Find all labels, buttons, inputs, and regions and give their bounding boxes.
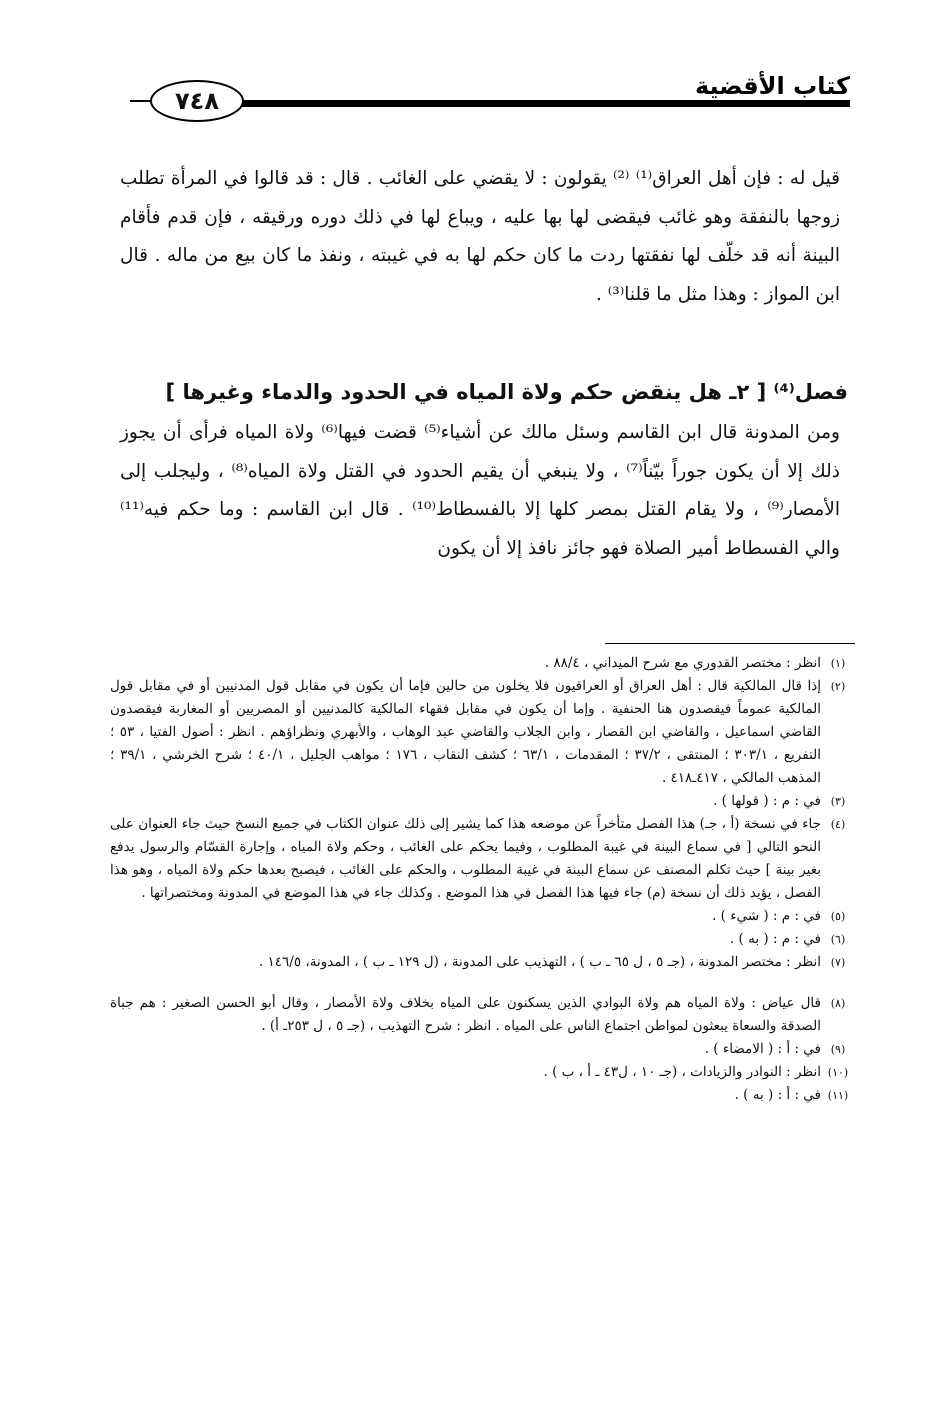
footnote-item: [110, 652, 855, 675]
footnote-number: (٦): [830, 933, 846, 946]
footnote-text: انظر : النوادر والزيادات ، (جـ ١٠ ، ل٤٣ ـ أ ، ب ) .: [543, 1064, 821, 1080]
footnote-item: [110, 1038, 855, 1061]
footnote-number: (١١): [827, 1089, 849, 1102]
footnote-text: إذا قال المالكية قال : أهل العراق أو العراقيون فلا يخلون من حالين فإما أن يكون في مقابل قول المدنيين أو في مقابل قول المالكية عموماً فيقصدون هنا الحنفية . وإما أن يكون في مقابل فقهاء المالكية كالمدنيين أو المصريين أو المغاربة فيقصدون القاضي اسماعيل ، والقاضي ابن القصار ، وابن الجلاب والقاضي عبد الوهاب ، والأبهري ونظراؤهم . انظر : أصول الفتيا ، ٥٣ ؛ التفريع ، ٣٠٣/١ ؛ المنتقى ، ٣٧/٢ ؛ المقدمات ، ٦٣/١ ؛ كشف النقاب ، ١٧٦ ؛ مواهب الجليل ، ٤٠/١ ؛ شرح الخرشي ، ٣٩/١ ؛ المذهب المالكي ، ٤١٧ـ٤١٨ .: [110, 678, 822, 786]
footnote-separator: [605, 643, 855, 644]
main-paragraph-2: [120, 414, 840, 568]
section-heading: فصل⁽⁴⁾ [ ٢ـ هل ينقض حكم ولاة المياه في الحدود والدماء وغيرها ]: [165, 380, 848, 404]
book-title: كتاب الأقضية: [694, 72, 850, 100]
footnote-number: (٧): [830, 956, 846, 969]
footnote-text: قال عياض : ولاة المياه هم ولاة البوادي الذين يسكنون على المياه بخلاف ولاة الأمصار ، وقال أبو الحسن الصغير : هم جباة الصدقة والسعاة يبعثون لمواطن اجتماع الناس على المياه . انظر : شرح التهذيب ، (جـ ٥ ، ل ٢٥٣ـ أ) .: [110, 995, 821, 1034]
footnote-item: [110, 1084, 855, 1107]
footnote-text: في : م : ( شيء ) .: [712, 908, 821, 924]
footnote-text: في : م : ( قولها ) .: [713, 793, 821, 809]
footnote-text: في : أ : ( الامضاء ) .: [704, 1041, 821, 1057]
footnote-item: [110, 675, 855, 790]
footnote-text: جاء في نسخة (أ ، جـ) هذا الفصل متأخراً عن موضعه هذا كما يشير إلى ذلك عنوان الكتاب في جميع النسخ حيث جاء العنوان على النحو التالي [ في سماع البينة في غيبة المطلوب ، وفيما يحكم على الغائب ، وحكم ولاة المياه ، وإجارة القسّام والرسول يدفع بغير بينة ] حيث تكلم المصنف عن سماع البينة في غيبة المطلوب ، والحكم على الغائب ، فيصبح بعدها حكم ولاة المياه ، وهو هذا الفصل ، يؤيد ذلك أن نسخة (م) جاء فيها هذا الفصل في هذا الموضع . وكذلك جاء في هذا الموضع في المدونة ومختصراتها .: [110, 816, 822, 901]
footnote-item: [110, 928, 855, 951]
header-rule: [230, 100, 850, 107]
footnote-number: (١): [830, 657, 846, 670]
footnote-text: في : أ : ( به ) .: [734, 1087, 821, 1103]
paragraph-text: ومن المدونة قال ابن القاسم وسئل مالك عن أشياء⁽⁵⁾ قضت فيها⁽⁶⁾ ولاة المياه فرأى أن يجوز ذلك إلا أن يكون جوراً بيّناً⁽⁷⁾ ، ولا ينبغي أن يقيم الحدود في القتل ولاة المياه⁽⁸⁾ ، وليجلب إلى الأمصار⁽⁹⁾ ، ولا يقام القتل بمصر كلها إلا بالفسطاط⁽¹⁰⁾ . قال ابن القاسم : وما حكم فيه⁽¹¹⁾ والي الفسطاط أمير الصلاة فهو جائز نافذ إلا أن يكون: [120, 422, 840, 559]
footnote-text: انظر : مختصر القدوري مع شرح الميداني ، ٨٨/٤ .: [544, 655, 821, 671]
footnote-number: (٨): [830, 997, 846, 1010]
footnote-number: (٩): [830, 1043, 846, 1056]
footnote-text: في : م : ( به ) .: [729, 931, 821, 947]
footnote-item: [110, 905, 855, 928]
page-header: [120, 72, 850, 120]
footnote-number: (٣): [830, 795, 846, 808]
footnote-item: [110, 1061, 855, 1084]
main-paragraph-1: [120, 160, 840, 314]
page-number: ٧٤٨: [150, 80, 244, 122]
footnote-item: [110, 813, 855, 905]
footnote-gap: [110, 974, 855, 992]
footnote-text: انظر : مختصر المدونة ، (جـ ٥ ، ل ٦٥ ـ ب ) ، التهذيب على المدونة ، (ل ١٢٩ ـ ب ) ، المدونة، ١٤٦/٥ .: [258, 954, 821, 970]
footnote-number: (٢): [830, 680, 846, 693]
footnote-number: (٥): [830, 910, 846, 923]
footnote-item: [110, 992, 855, 1038]
footnote-number: (٤): [830, 818, 846, 831]
footnotes: [110, 652, 855, 1107]
footnote-item: [110, 951, 855, 974]
footnote-number: (١٠): [827, 1066, 849, 1079]
paragraph-text: قيل له : فإن أهل العراق⁽¹⁾ ⁽²⁾ يقولون : لا يقضي على الغائب . قال : قد قالوا في المرأة تطلب زوجها بالنفقة وهو غائب فيقضى لها بها عليه ، ويباع لها في ذلك دوره ورقيقه ، فإن قدم فأقام البينة أنه قد خلّف لها نفقتها ردت ما كان حكم لها به في غيبته ، ونفذ ما كان بيع من ماله . قال ابن المواز : وهذا مثل ما قلنا⁽³⁾ .: [120, 168, 841, 305]
footnote-item: [110, 790, 855, 813]
